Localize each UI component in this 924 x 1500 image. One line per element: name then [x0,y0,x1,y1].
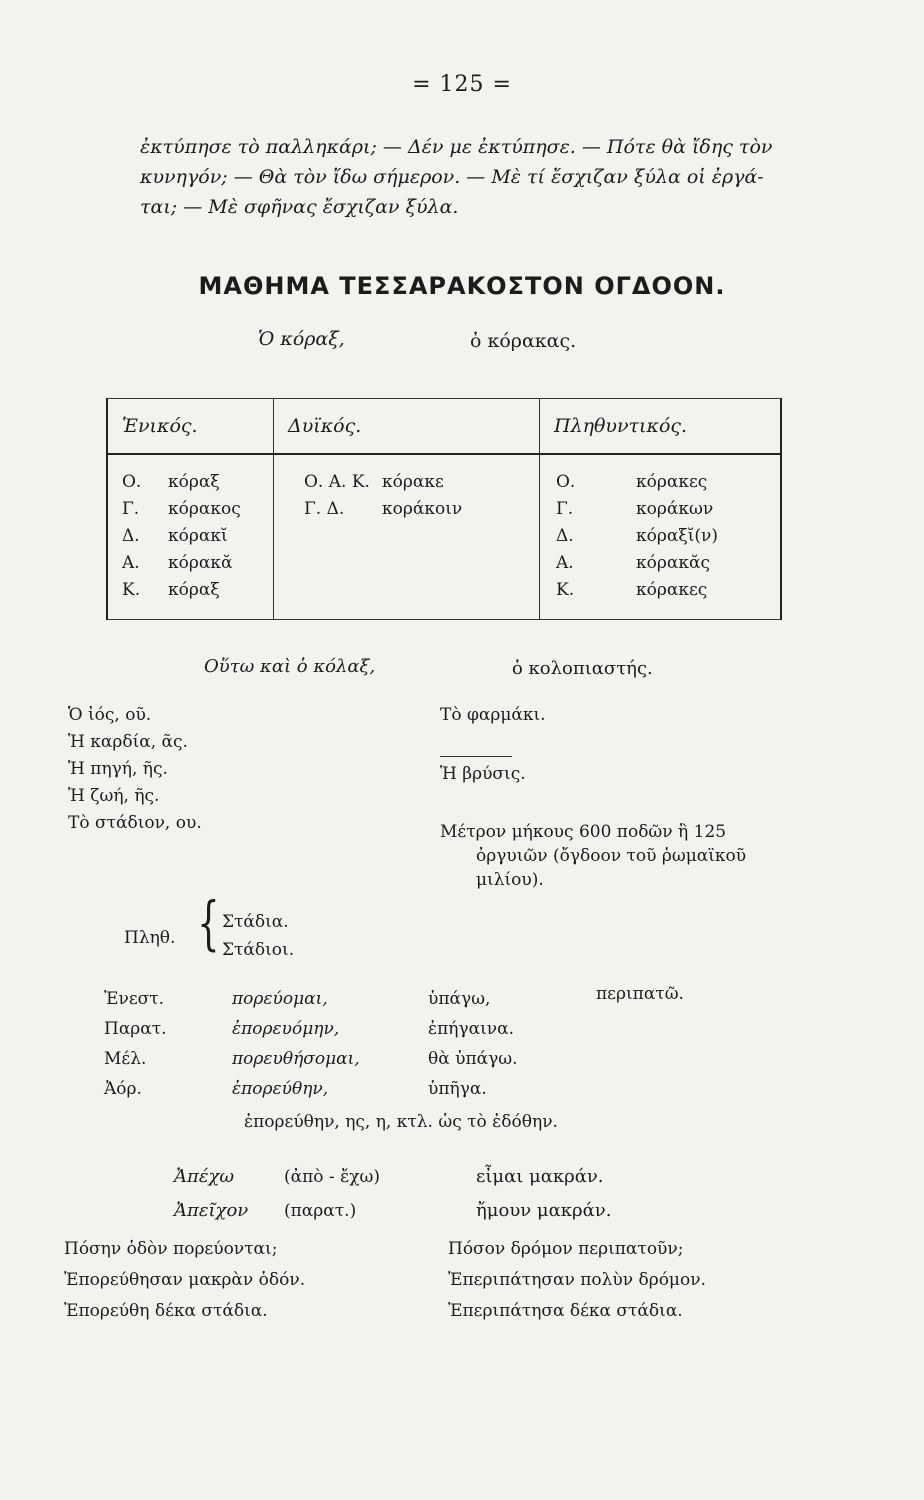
apecho-words [174,1160,248,1228]
brace-symbol: { [197,889,220,957]
plural-form: Στάδιοι. [222,940,295,960]
divider-rule [440,729,512,757]
ancient-form: πορευθήσομαι, [232,1049,360,1069]
verb-form: Ἀπέχω [174,1166,235,1187]
conjugation-modern [428,984,518,1104]
singular-column [107,454,274,620]
modern-form: θὰ ὑπάγω. [428,1049,518,1069]
case-label: Α. [122,553,140,573]
tense-label: Μέλ. [104,1049,147,1069]
definition-line: μιλίου). [476,870,544,890]
intro-line: κυνηγόν; — Θὰ τὸν ἴδω σήμερον. — Μὲ τί ἔσχιζαν ξύλα οἱ ἐργά- [140,166,764,188]
decl-row [122,523,273,550]
form: κόρακος [168,499,241,519]
form: κόραξ [168,580,220,600]
aorist-note: ἐπορεύθην, ης, η, κτλ. ὡς τὸ ἐδόθην. [244,1112,558,1132]
noun-pair-right: ὁ κόρακας. [470,330,577,352]
similarly-left [204,656,375,677]
verb-note: (ἀπὸ - ἔχω) [284,1167,380,1187]
exercise-sentence: Ἐπορεύθησαν μακρὰν ὁδόν. [64,1270,306,1290]
case-label: Ο. [122,472,142,492]
decl-row [122,469,273,496]
case-label: Ο. [556,472,576,492]
tense-label: Ἐνεστ. [104,989,165,1009]
similarly-text: Οὕτω καὶ ὁ κόλαξ, [204,656,376,677]
tense-label: Παρατ. [104,1019,167,1039]
conjugation-ancient [232,984,360,1104]
exercise-sentence: Πόσην ὁδὸν πορεύονται; [64,1239,278,1259]
form: κοράκων [636,499,714,519]
case-label: Α. [556,553,574,573]
decl-row [122,550,273,577]
noun-pair-left: Ὁ κόραξ, [258,328,345,350]
vocab-item: Ὁ ἰός, οῦ. [68,705,152,725]
exercise-sentence: Ἐπορεύθη δέκα στάδια. [64,1301,268,1321]
decl-row [122,577,273,604]
verb-meaning: εἶμαι μακράν. [476,1166,604,1187]
lesson-title: ΜΑΘΗΜΑ ΤΕΣΣΑΡΑΚΟΣΤΟΝ ΟΓΔΟΟΝ. [198,272,726,300]
intro-line: ἐκτύπησε τὸ παλληκάρι; — Δέν με ἐκτύπησε. — Πότε θὰ ἴδης τὸν [140,136,773,158]
definition-line: ὀργυιῶν (ὄγδοον τοῦ ῥωμαϊκοῦ [476,846,747,866]
decl-row [556,523,780,550]
dual-column [274,454,540,620]
form: κόρακᾰ [168,553,233,573]
verb-form: Ἀπεῖχον [174,1200,249,1221]
ancient-form: πορεύομαι, [232,989,328,1009]
verb-note: (παρατ.) [284,1201,357,1221]
page-number: = 125 = [412,72,512,97]
decl-row [556,496,780,523]
form: κοράκοιν [382,499,463,519]
decl-row [556,469,780,496]
case-label: Κ. [556,580,575,600]
form: κόραξ [168,472,220,492]
modern-form: ὑπῆγα. [428,1079,487,1099]
case-label: Ο. Α. Κ. [304,472,370,492]
header-dual: Δυϊκός. [274,399,540,455]
ancient-form: ἐπορευόμην, [232,1019,340,1039]
stadion-definition [440,820,746,892]
vocab-right-list [440,702,546,788]
exercise-sentence: Ἐπεριπάτησαν πολὺν δρόμον. [448,1270,706,1290]
form: κόρακῐ [168,526,228,546]
conjugation-tenses [104,984,167,1104]
plural-label: Πληθ. [124,928,176,948]
case-label: Γ. [122,499,140,519]
header-plural: Πληθυντικός. [540,399,782,455]
case-label: Γ. [556,499,574,519]
intro-paragraph [140,132,800,222]
intro-line: ται; — Μὲ σφῆνας ἔσχιζαν ξύλα. [140,196,459,218]
declension-table [106,398,782,620]
plural-column [540,454,782,620]
modern-form: ὑπάγω, [428,989,491,1009]
vocab-item: Ἡ ζωή, ῆς. [68,786,160,806]
decl-row [122,496,273,523]
form: κόρακες [636,472,708,492]
similarly-right: ὁ κολοπιαστής. [512,658,653,679]
plural-forms [222,908,294,964]
apecho-notes [284,1160,380,1228]
case-label: Κ. [122,580,141,600]
definition-line: Μέτρον μήκους 600 ποδῶν ἢ 125 [440,822,727,842]
form: κόρακᾰς [636,553,710,573]
apecho-meanings [476,1160,611,1228]
decl-row [304,469,539,496]
plural-form: Στάδια. [222,912,289,932]
vocab-item: Ἡ καρδία, ᾶς. [68,732,188,752]
modern-form: ἐπήγαινα. [428,1019,515,1039]
case-label: Δ. [122,526,140,546]
case-label: Γ. Δ. [304,499,345,519]
decl-row [556,550,780,577]
vocab-item: Τὸ στάδιον, ου. [68,813,202,833]
form: κόρακες [636,580,708,600]
vocab-item: Ἡ βρύσις. [440,764,526,784]
ancient-form: ἐπορεύθην, [232,1079,329,1099]
form: κόραξῐ(ν) [636,526,718,546]
exercises-left [64,1234,305,1327]
alt-form: περιπατῶ. [596,984,684,1004]
decl-row [556,577,780,604]
exercise-sentence: Ἐπεριπάτησα δέκα στάδια. [448,1301,683,1321]
exercises-right [448,1234,706,1327]
verb-meaning: ἤμουν μακράν. [476,1200,612,1221]
decl-row [304,496,539,523]
header-singular: Ἑνικός. [107,399,274,455]
exercise-sentence: Πόσον δρόμον περιπατοῦν; [448,1239,684,1259]
case-label: Δ. [556,526,574,546]
vocab-item: Ἡ πηγή, ῆς. [68,759,168,779]
vocab-item: Τὸ φαρμάκι. [440,705,546,725]
form: κόρακε [382,472,444,492]
vocab-left-list [68,702,202,837]
tense-label: Ἀόρ. [104,1079,142,1099]
